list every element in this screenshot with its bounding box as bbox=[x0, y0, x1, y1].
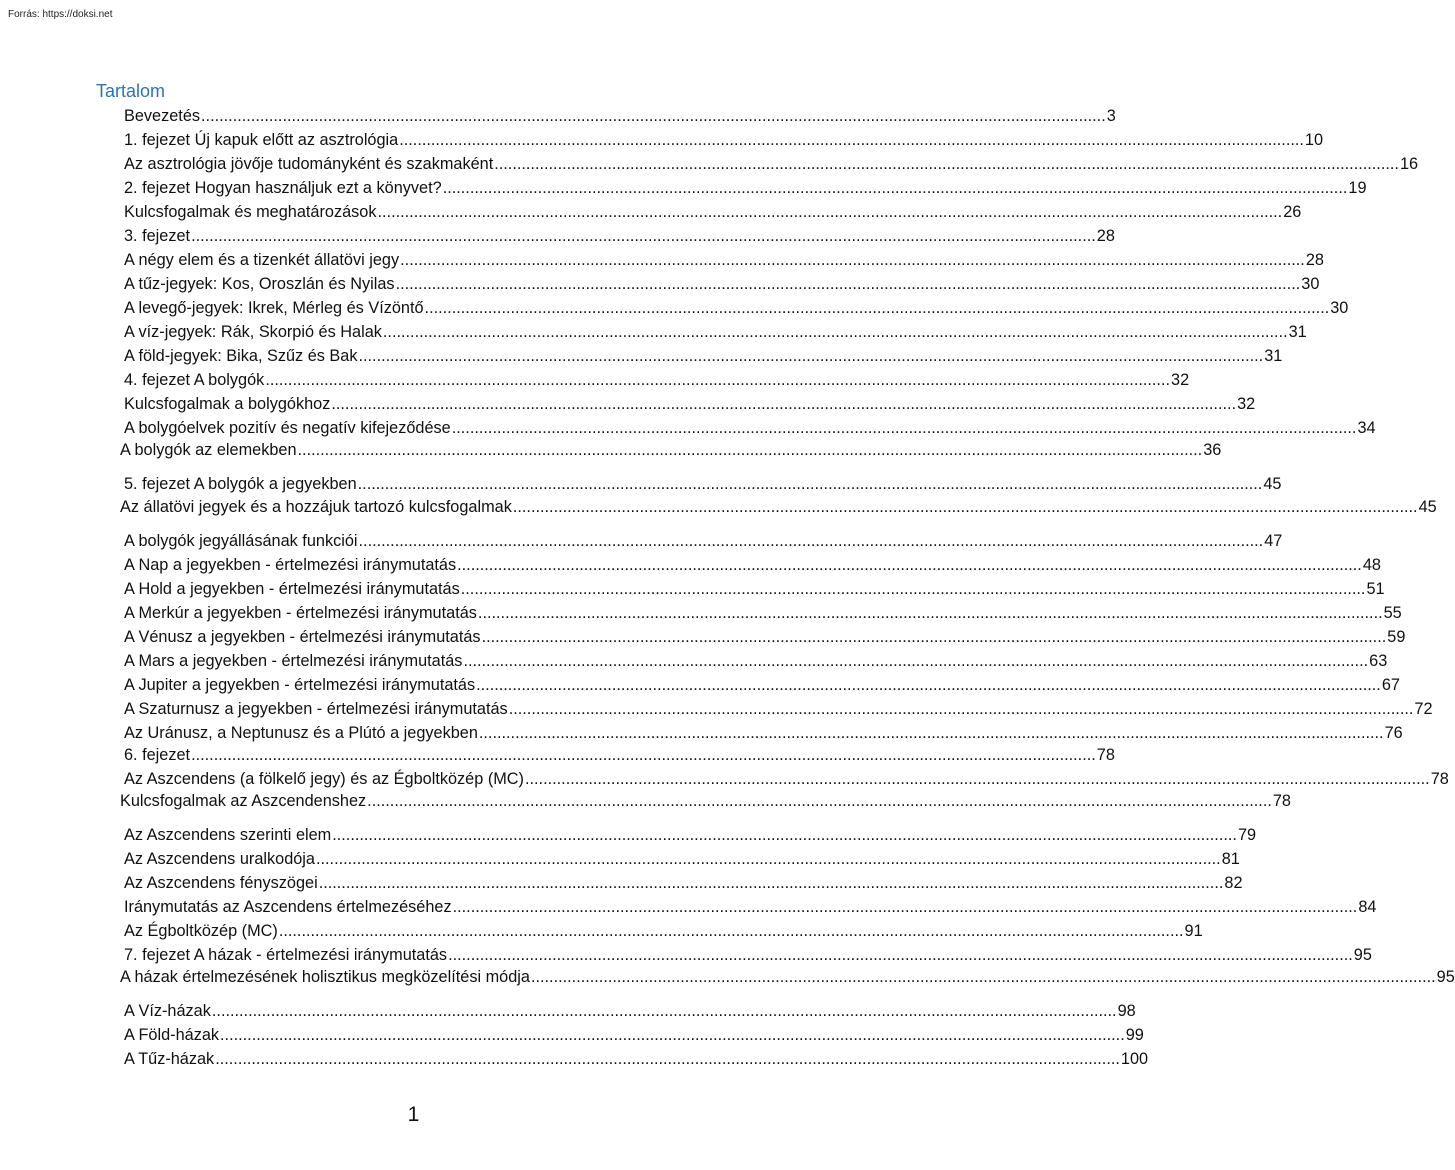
toc-entry[interactable] bbox=[124, 474, 1282, 494]
toc-entry-page: 98 bbox=[1117, 1002, 1136, 1020]
toc-entry[interactable] bbox=[124, 154, 1419, 174]
dot-leader: ........................................................................................................................................................................................................ bbox=[332, 826, 1237, 844]
dot-leader: ........................................................................................................................................................................................................ bbox=[318, 874, 1224, 892]
toc-entry-title: Az Uránusz, a Neptunusz és a Plútó a jegyekben bbox=[124, 724, 478, 742]
toc-entry[interactable] bbox=[124, 897, 1377, 917]
toc-entry-title: A levegő-jegyek: Ikrek, Mérleg és Vízöntő bbox=[124, 299, 424, 317]
toc-entry[interactable] bbox=[124, 346, 1283, 366]
dot-leader: ........................................................................................................................................................................................................ bbox=[524, 770, 1430, 788]
toc-entry[interactable] bbox=[124, 627, 1406, 647]
toc-entry[interactable] bbox=[124, 298, 1349, 318]
toc-entry[interactable] bbox=[120, 967, 1455, 987]
toc-entry-title: 3. fejezet bbox=[124, 227, 191, 245]
toc-entry-page: 16 bbox=[1399, 155, 1419, 173]
toc-entry-page: 28 bbox=[1096, 227, 1115, 245]
toc-entry-title: Az Aszcendens uralkodója bbox=[124, 850, 315, 868]
toc-entry[interactable] bbox=[124, 579, 1385, 599]
toc-entry-title: A Vénusz a jegyekben - értelmezési iránymutatás bbox=[124, 628, 481, 646]
toc-entry-page: 36 bbox=[1203, 441, 1222, 459]
toc-entry-title: A víz-jegyek: Rák, Skorpió és Halak bbox=[124, 323, 382, 341]
dot-leader: ........................................................................................................................................................................................................ bbox=[451, 419, 1357, 437]
toc-entry-title: Az Aszcendens szerinti elem bbox=[124, 826, 332, 844]
page-number: 1 bbox=[407, 1103, 420, 1126]
toc-entry[interactable] bbox=[124, 178, 1367, 198]
toc-entry-page: 95 bbox=[1353, 946, 1372, 964]
dot-leader: ........................................................................................................................................................................................................ bbox=[357, 475, 1263, 493]
toc-entry-page: 45 bbox=[1418, 498, 1437, 516]
dot-leader: ........................................................................................................................................................................................................ bbox=[452, 898, 1358, 916]
toc-entry-page: 81 bbox=[1221, 850, 1240, 868]
toc-entry[interactable] bbox=[120, 440, 1222, 460]
dot-leader: ........................................................................................................................................................................................................ bbox=[494, 155, 1399, 173]
toc-entry-title: A Föld-házak bbox=[124, 1026, 220, 1044]
dot-leader: ........................................................................................................................................................................................................ bbox=[463, 652, 1369, 670]
toc-entry-page: 10 bbox=[1304, 131, 1324, 149]
toc-entry-title: A házak értelmezésének holisztikus megközelítési módja bbox=[120, 968, 530, 986]
toc-entry[interactable] bbox=[124, 202, 1302, 222]
toc-entry-page: 59 bbox=[1387, 628, 1406, 646]
dot-leader: ........................................................................................................................................................................................................ bbox=[297, 441, 1203, 459]
toc-entry-title: A Szaturnusz a jegyekben - értelmezési iránymutatás bbox=[124, 700, 508, 718]
toc-title: Tartalom bbox=[96, 81, 166, 101]
toc-entry-page: 72 bbox=[1414, 700, 1433, 718]
toc-entry[interactable] bbox=[124, 226, 1115, 246]
toc-entry-title: Az asztrológia jövője tudományként és szakmaként bbox=[124, 155, 494, 173]
toc-entry-page: 26 bbox=[1283, 203, 1302, 221]
dot-leader: ........................................................................................................................................................................................................ bbox=[476, 676, 1381, 694]
toc-entry-page: 30 bbox=[1330, 299, 1349, 317]
toc-entry-page: 48 bbox=[1362, 556, 1381, 574]
dot-leader: ........................................................................................................................................................................................................ bbox=[477, 604, 1383, 622]
toc-entry-title: A Tűz-házak bbox=[124, 1050, 215, 1068]
toc-entry-page: 51 bbox=[1366, 580, 1385, 598]
toc-entry[interactable] bbox=[124, 723, 1403, 743]
dot-leader: ........................................................................................................................................................................................................ bbox=[457, 556, 1362, 574]
toc-entry[interactable] bbox=[124, 531, 1283, 551]
dot-leader: ........................................................................................................................................................................................................ bbox=[460, 580, 1366, 598]
toc-entry-title: 1. fejezet Új kapuk előtt az asztrológia bbox=[124, 131, 399, 149]
toc-entry[interactable] bbox=[124, 873, 1243, 893]
toc-entry[interactable] bbox=[124, 106, 1116, 126]
toc-entry[interactable] bbox=[124, 274, 1320, 294]
toc-entry-title: Kulcsfogalmak az Aszcendenshez bbox=[120, 792, 367, 810]
toc-entry[interactable] bbox=[124, 745, 1115, 765]
toc-entry[interactable] bbox=[124, 651, 1388, 671]
toc-entry-page: 78 bbox=[1430, 770, 1449, 788]
toc-entry[interactable] bbox=[124, 945, 1372, 965]
toc-entry-title: Kulcsfogalmak és meghatározások bbox=[124, 203, 377, 221]
dot-leader: ........................................................................................................................................................................................................ bbox=[315, 850, 1221, 868]
toc-entry-title: Az állatövi jegyek és a hozzájuk tartozó kulcsfogalmak bbox=[120, 498, 512, 516]
dot-leader: ........................................................................................................................................................................................................ bbox=[442, 179, 1348, 197]
toc-entry-page: 34 bbox=[1357, 419, 1376, 437]
toc-entry-page: 31 bbox=[1264, 347, 1283, 365]
toc-entry-title: A Merkúr a jegyekben - értelmezési iránymutatás bbox=[124, 604, 477, 622]
toc-entry-page: 79 bbox=[1237, 826, 1257, 844]
toc-entry-title: A Jupiter a jegyekben - értelmezési iránymutatás bbox=[124, 676, 476, 694]
dot-leader: ........................................................................................................................................................................................................ bbox=[331, 395, 1237, 413]
toc-entry-page: 28 bbox=[1305, 251, 1324, 269]
toc-entry-page: 30 bbox=[1301, 275, 1320, 293]
toc-entry-title: A négy elem és a tizenkét állatövi jegy bbox=[124, 251, 400, 269]
toc-entry-title: Bevezetés bbox=[124, 107, 201, 125]
toc-entry-page: 100 bbox=[1120, 1050, 1149, 1068]
toc-entry-title: Az Aszcendens (a fölkelő jegy) és az Égboltközép (MC) bbox=[124, 770, 524, 788]
dot-leader: ........................................................................................................................................................................................................ bbox=[358, 532, 1264, 550]
dot-leader: ........................................................................................................................................................................................................ bbox=[508, 700, 1414, 718]
toc-entry-title: 6. fejezet bbox=[124, 746, 191, 764]
dot-leader: ........................................................................................................................................................................................................ bbox=[395, 275, 1301, 293]
dot-leader: ........................................................................................................................................................................................................ bbox=[481, 628, 1387, 646]
dot-leader: ........................................................................................................................................................................................................ bbox=[400, 251, 1305, 269]
dot-leader: ........................................................................................................................................................................................................ bbox=[367, 792, 1272, 810]
toc-entry-page: 95 bbox=[1436, 968, 1455, 986]
toc-entry-page: 45 bbox=[1263, 475, 1282, 493]
toc-entry-page: 63 bbox=[1369, 652, 1388, 670]
dot-leader: ........................................................................................................................................................................................................ bbox=[278, 922, 1184, 940]
dot-leader: ........................................................................................................................................................................................................ bbox=[191, 227, 1096, 245]
toc-entry-title: Iránymutatás az Aszcendens értelmezéséhez bbox=[124, 898, 452, 916]
dot-leader: ........................................................................................................................................................................................................ bbox=[211, 1002, 1117, 1020]
toc-entry-page: 67 bbox=[1381, 676, 1400, 694]
toc-entry-title: A Nap a jegyekben - értelmezési iránymutatás bbox=[124, 556, 457, 574]
toc-entry[interactable] bbox=[120, 497, 1437, 517]
toc-entry-title: A Hold a jegyekben - értelmezési iránymutatás bbox=[124, 580, 460, 598]
dot-leader: ........................................................................................................................................................................................................ bbox=[530, 968, 1436, 986]
toc-entry[interactable] bbox=[124, 322, 1307, 342]
toc-entry[interactable] bbox=[124, 418, 1376, 438]
toc-entry-title: Az Aszcendens fényszögei bbox=[124, 874, 318, 892]
toc-entry-title: A bolygók jegyállásának funkciói bbox=[124, 532, 358, 550]
toc-entry-page: 82 bbox=[1224, 874, 1243, 892]
source-label: Forrás: https://doksi.net bbox=[8, 9, 113, 20]
toc-entry-page: 99 bbox=[1125, 1026, 1144, 1044]
dot-leader: ........................................................................................................................................................................................................ bbox=[220, 1026, 1125, 1044]
toc-entry-page: 76 bbox=[1384, 724, 1403, 742]
toc-entry-title: 2. fejezet Hogyan használjuk ezt a könyvet? bbox=[124, 179, 442, 197]
toc-entry-title: A Víz-házak bbox=[124, 1002, 211, 1020]
dot-leader: ........................................................................................................................................................................................................ bbox=[358, 347, 1264, 365]
toc-entry-page: 32 bbox=[1237, 395, 1256, 413]
toc-entry[interactable] bbox=[124, 130, 1324, 150]
toc-entry[interactable] bbox=[124, 1025, 1144, 1045]
toc-entry-page: 91 bbox=[1184, 922, 1203, 940]
toc-entry-page: 3 bbox=[1106, 107, 1116, 125]
dot-leader: ........................................................................................................................................................................................................ bbox=[215, 1050, 1120, 1068]
toc-entry[interactable] bbox=[124, 555, 1381, 575]
dot-leader: ........................................................................................................................................................................................................ bbox=[191, 746, 1096, 764]
toc-entry-title: A Mars a jegyekben - értelmezési iránymutatás bbox=[124, 652, 463, 670]
toc-entry[interactable] bbox=[124, 603, 1402, 623]
toc-entry[interactable] bbox=[124, 250, 1324, 270]
toc-entry[interactable] bbox=[124, 699, 1433, 719]
toc-entry-page: 78 bbox=[1096, 746, 1115, 764]
toc-entry[interactable] bbox=[124, 1049, 1149, 1069]
toc-entry-page: 32 bbox=[1171, 371, 1190, 389]
toc-entry[interactable] bbox=[124, 825, 1257, 845]
toc-entry-page: 78 bbox=[1272, 792, 1291, 810]
dot-leader: ........................................................................................................................................................................................................ bbox=[478, 724, 1384, 742]
toc-entry-page: 47 bbox=[1264, 532, 1283, 550]
toc-entry-title: 7. fejezet A házak - értelmezési iránymutatás bbox=[124, 946, 448, 964]
toc-entry[interactable] bbox=[124, 921, 1203, 941]
toc-entry-title: A föld-jegyek: Bika, Szűz és Bak bbox=[124, 347, 358, 365]
toc-entry[interactable] bbox=[124, 394, 1256, 414]
dot-leader: ........................................................................................................................................................................................................ bbox=[377, 203, 1283, 221]
toc-entry[interactable] bbox=[124, 849, 1240, 869]
toc-entry-title: Az Égboltközép (MC) bbox=[124, 922, 278, 940]
toc-entry-title: Kulcsfogalmak a bolygókhoz bbox=[124, 395, 331, 413]
dot-leader: ........................................................................................................................................................................................................ bbox=[448, 946, 1353, 964]
toc-entry-title: 4. fejezet A bolygók bbox=[124, 371, 265, 389]
toc-entry-title: A tűz-jegyek: Kos, Oroszlán és Nyilas bbox=[124, 275, 395, 293]
dot-leader: ........................................................................................................................................................................................................ bbox=[382, 323, 1288, 341]
dot-leader: ........................................................................................................................................................................................................ bbox=[399, 131, 1304, 149]
toc-entry[interactable] bbox=[120, 791, 1291, 811]
toc-entry-page: 55 bbox=[1383, 604, 1402, 622]
toc-entry-page: 31 bbox=[1288, 323, 1307, 341]
toc-entry[interactable] bbox=[124, 675, 1400, 695]
toc-entry[interactable] bbox=[124, 769, 1449, 789]
dot-leader: ........................................................................................................................................................................................................ bbox=[201, 107, 1106, 125]
toc-entry[interactable] bbox=[124, 1001, 1136, 1021]
dot-leader: ........................................................................................................................................................................................................ bbox=[265, 371, 1171, 389]
dot-leader: ........................................................................................................................................................................................................ bbox=[512, 498, 1418, 516]
toc-entry-page: 19 bbox=[1348, 179, 1367, 197]
toc-entry[interactable] bbox=[124, 370, 1190, 390]
toc-entry-page: 84 bbox=[1358, 898, 1377, 916]
toc-entry-title: A bolygók az elemekben bbox=[120, 441, 297, 459]
toc-entry-title: 5. fejezet A bolygók a jegyekben bbox=[124, 475, 357, 493]
toc-entry-title: A bolygóelvek pozitív és negatív kifejeződése bbox=[124, 419, 451, 437]
dot-leader: ........................................................................................................................................................................................................ bbox=[424, 299, 1330, 317]
